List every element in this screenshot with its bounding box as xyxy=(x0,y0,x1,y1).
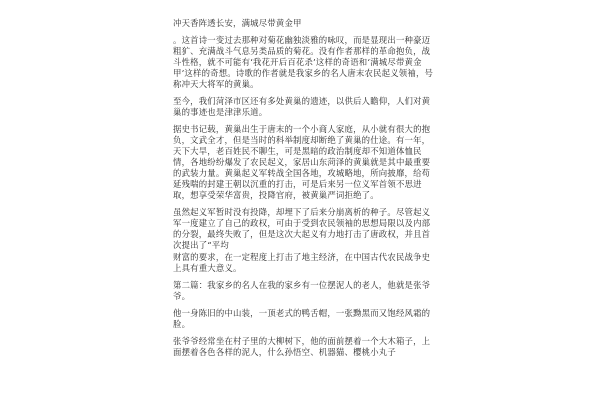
paragraph-appearance: 他一身陈旧的中山装，一顶老式的鸭舌帽，一张黝黑而又饱经风霜的脸。 xyxy=(173,308,431,329)
paragraph-second-essay-intro: 第二篇：我家乡的名人在我的家乡有一位摆泥人的老人，他就是张爷爷。 xyxy=(173,280,431,301)
paragraph-significance: 财富的要求，在一定程度上打击了地主经济，在中国古代农民战争史上具有重大意义。 xyxy=(173,252,431,273)
document-page xyxy=(173,18,435,394)
paragraph-uprising-result: 虽然起义军暂时没有投降，却埋下了后来分崩离析的种子。尽管起义军一度建立了自己的政权，可由于受到农民领袖的思想局限以及内部的分裂，最终失败了，但是这次大起义有力地打击了唐政权，并且首次提出了“平均 xyxy=(173,207,431,250)
paragraph-poem-analysis: 。这首诗一变过去那种对菊花幽独淡雅的咏叹，而是显现出一种豪迈粗犷、充满战斗气息另类品质的菊花。没有作者那样的革命抱负，战斗性格，就不可能有‘我花开后百花杀’这样的奇语和‘满城尽带黄金甲’这样的奇想。诗歌的作者就是我家乡的名人唐末农民起义领袖，号称冲天大将军的黄巢。 xyxy=(173,35,434,89)
poem-line: 冲天香阵透长安，满城尽带黄金甲 xyxy=(173,18,302,28)
paragraph-relics: 至今，我们菏泽市区还有多处黄巢的遗迹，以供后人瞻仰，人们对黄巢的事迹也是津津乐道。 xyxy=(173,96,431,117)
paragraph-clay-figures: 张爷爷经常坐在村子里的大柳树下，他的面前摆着一个大木箱子，上面摆着各色各样的泥人，什么孙悟空、机器猫、樱桃小丸子 xyxy=(173,336,431,357)
paragraph-history: 据史书记载，黄巢出生于唐末的一个小商人家庭，从小就有很大的抱负，文武全才，但是当时的科举制度却断绝了黄巢的仕途。有一年，天下大旱，老百姓民不聊生，可是黑暗的政治制度却不知道体恤民情，各地纷纷爆发了农民起义，家居山东菏泽的黄巢就是其中最重要的武装力量。黄巢起义军转战全国各地，攻城略地，所向披靡，给苟延残喘的封建王朝以沉重的打击，可是后来另一位义军首领不思进取，想享受荣华富贵，投降官府，被黄巢严词拒绝了。 xyxy=(173,124,431,200)
